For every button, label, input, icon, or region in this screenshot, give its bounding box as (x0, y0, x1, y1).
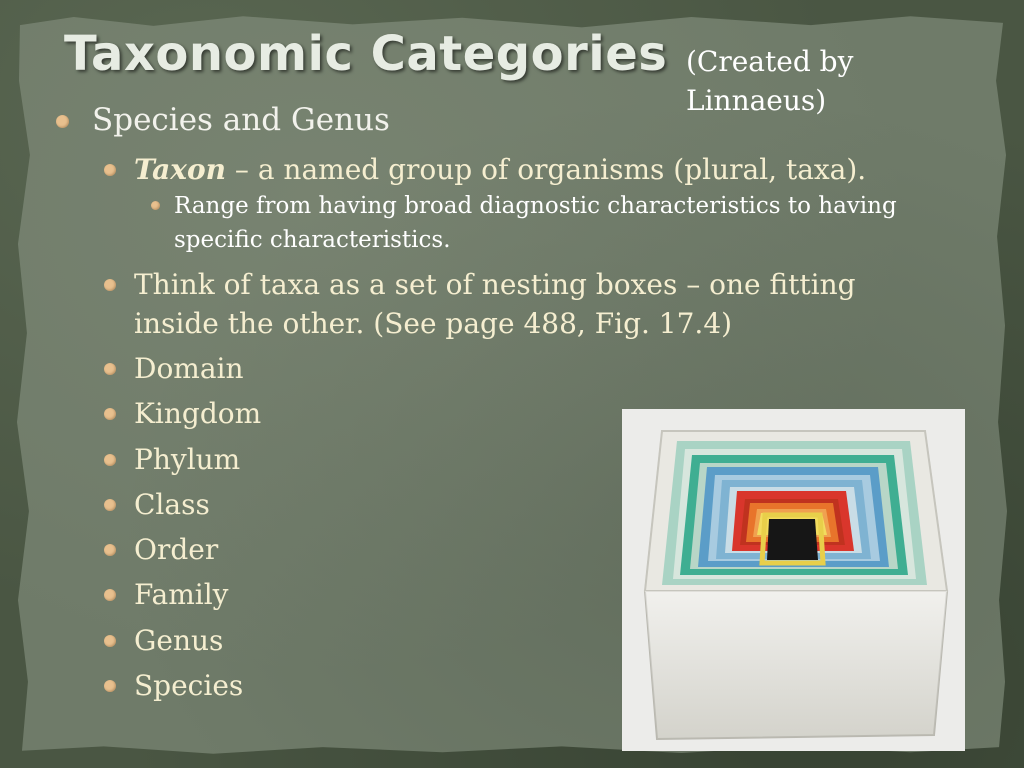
category-label: Domain (134, 352, 244, 385)
category-label: Family (134, 578, 229, 612)
category-label: Order (134, 533, 219, 567)
bullet-dot-icon (104, 454, 116, 466)
category-label: Kingdom (134, 397, 262, 431)
category-label: Class (134, 487, 210, 521)
nesting-boxes-illustration (622, 409, 965, 751)
bullet-dot-icon (104, 279, 116, 291)
bullet-text: Species and Genus (92, 102, 390, 138)
nesting-boxes-photo (622, 409, 965, 751)
bullet-dot-icon (104, 499, 116, 511)
bullet-dot-icon (104, 680, 116, 692)
bullet-dot-icon (56, 115, 69, 128)
bullet-dot-icon (151, 201, 160, 210)
bullet-dot-icon (104, 363, 116, 375)
nesting-line-2: inside the other. (See page 488, Fig. 17.4) (134, 307, 733, 340)
list-item-category (104, 621, 604, 660)
bullet-dot-icon (104, 408, 116, 420)
list-item-category (104, 394, 604, 433)
list-item-category (104, 440, 604, 479)
bullet-level1 (60, 102, 390, 138)
list-item-nesting (104, 265, 856, 343)
range-line-2: specific characteristics. (174, 227, 451, 253)
slide-title: Taxonomic Categories (64, 26, 668, 82)
bullet-list (104, 150, 897, 711)
category-label: Species (134, 669, 244, 703)
category-label: Genus (134, 623, 224, 657)
bullet-dot-icon (104, 164, 116, 176)
taxon-definition: – a named group of organisms (plural, taxa). (226, 153, 867, 186)
category-label: Phylum (134, 442, 241, 476)
sub-bullet-list (134, 189, 897, 257)
bullet-dot-icon (104, 635, 116, 647)
bullet-dot-icon (104, 589, 116, 601)
list-item-category (104, 349, 604, 388)
list-item-range (174, 189, 974, 257)
nesting-line-1: Think of taxa as a set of nesting boxes – one fitting (134, 268, 856, 301)
list-item-category (104, 530, 604, 569)
list-item-category (104, 666, 604, 705)
list-item-category (104, 485, 604, 524)
slide-subtitle: (Created by Linnaeus) (686, 45, 854, 117)
range-line-1: Range from having broad diagnostic characteristics to having (174, 193, 897, 219)
list-item-taxon (104, 150, 897, 257)
list-item-category (104, 575, 604, 614)
taxon-keyword: Taxon (134, 153, 227, 186)
bullet-dot-icon (104, 544, 116, 556)
